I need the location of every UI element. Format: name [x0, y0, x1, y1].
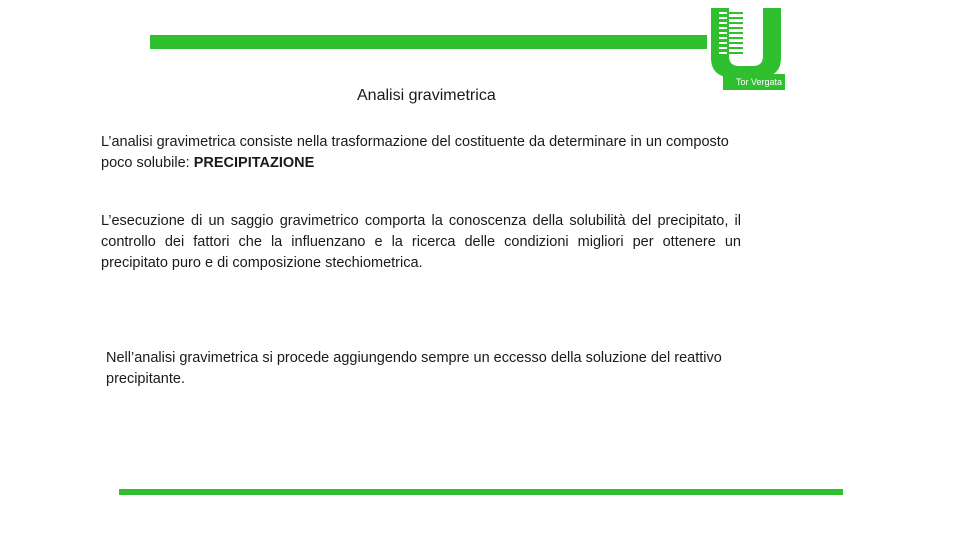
- paragraph-definition: [101, 132, 751, 174]
- top-accent-bar: [150, 35, 712, 49]
- slide-title: Analisi gravimetrica: [357, 87, 496, 104]
- paragraph-definition-text: L’analisi gravimetrica consiste nella trasformazione del costituente da determinare in un composto poco solubile:: [101, 134, 729, 171]
- logo-caption: Tor Vergata: [736, 77, 783, 87]
- paragraph-definition-keyword: PRECIPITAZIONE: [193, 155, 315, 171]
- bottom-accent-bar: [119, 489, 843, 495]
- paragraph-excess-reagent: Nell’analisi gravimetrica si procede aggiungendo sempre un eccesso della soluzione del reattivo precipitante.: [106, 350, 722, 387]
- paragraph-procedure: L’esecuzione di un saggio gravimetrico comporta la conoscenza della solubilità del precipitato, il controllo dei fattori che la influenzano e la ricerca delle condizioni migliori per ottenere un precipitato puro e di composizione stechiometrica.: [101, 213, 741, 271]
